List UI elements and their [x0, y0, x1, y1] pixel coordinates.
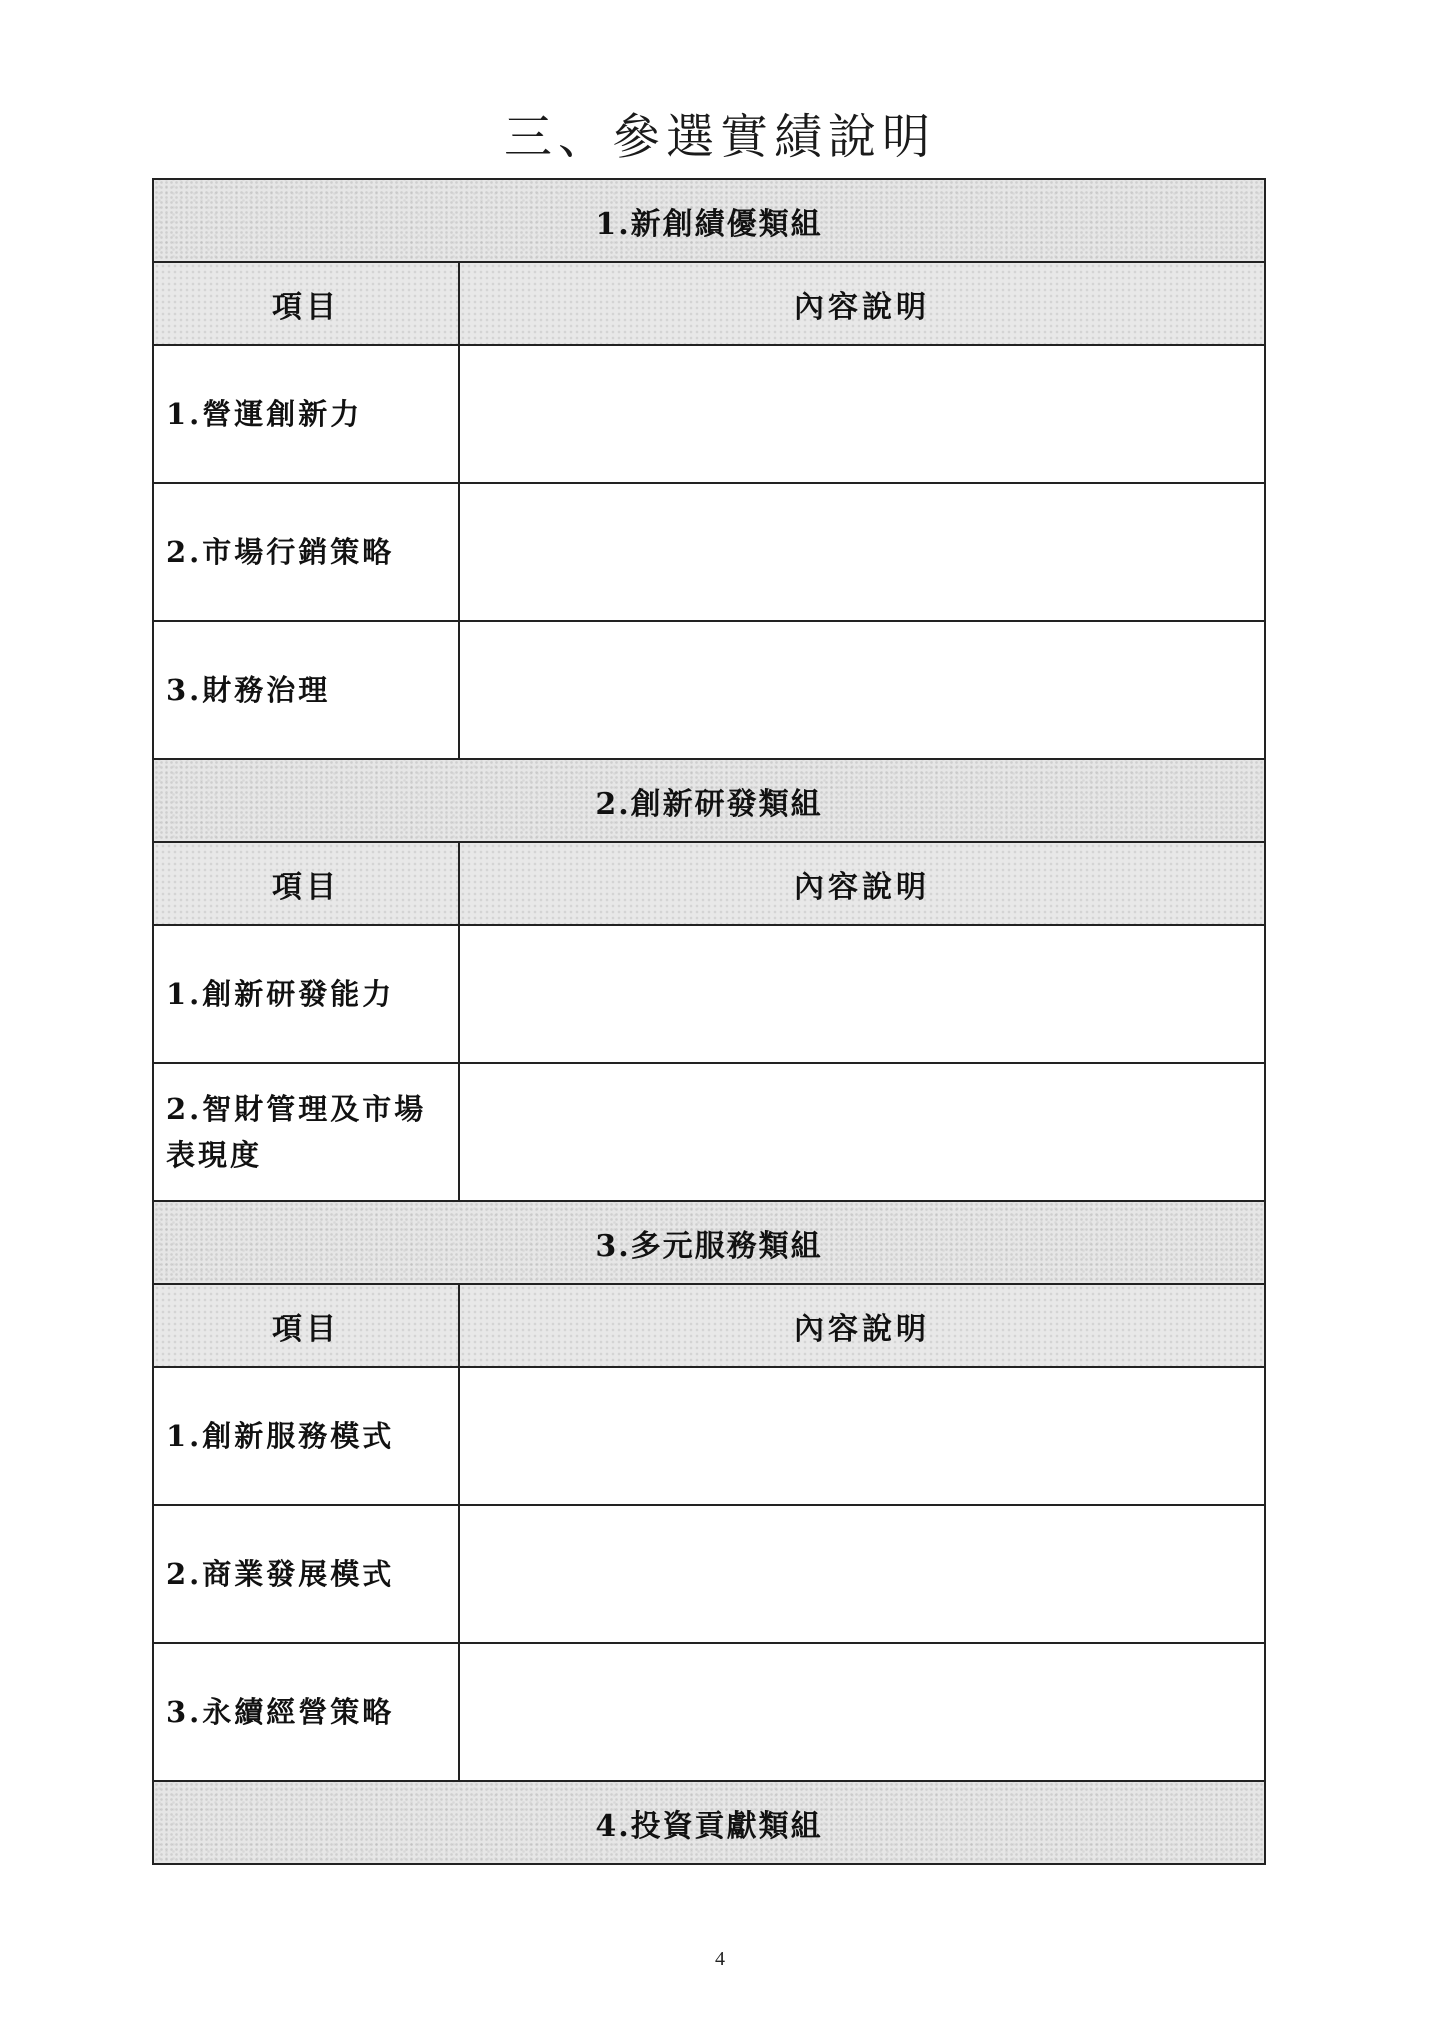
- table-row: [153, 1063, 1265, 1201]
- table-row: [153, 1643, 1265, 1781]
- item-label: 2.商業發展模式: [153, 1505, 459, 1643]
- item-column-header: 項目: [153, 262, 459, 345]
- item-label: 3.永續經營策略: [153, 1643, 459, 1781]
- item-label: 2.市場行銷策略: [153, 483, 459, 621]
- table-row: [153, 621, 1265, 759]
- content-column-header: 內容說明: [459, 1284, 1265, 1367]
- group-title: 1.新創績優類組: [153, 179, 1265, 262]
- content-cell[interactable]: [459, 483, 1265, 621]
- group-header-row: [153, 1201, 1265, 1284]
- item-label: 3.財務治理: [153, 621, 459, 759]
- item-label: 1.營運創新力: [153, 345, 459, 483]
- column-header-row: [153, 1284, 1265, 1367]
- content-cell[interactable]: [459, 1643, 1265, 1781]
- table-row: [153, 345, 1265, 483]
- item-column-header: 項目: [153, 842, 459, 925]
- table-row: [153, 1505, 1265, 1643]
- content-cell[interactable]: [459, 925, 1265, 1063]
- content-column-header: 內容說明: [459, 842, 1265, 925]
- table-row: [153, 483, 1265, 621]
- content-cell[interactable]: [459, 1367, 1265, 1505]
- item-label: 2.智財管理及市場表現度: [153, 1063, 459, 1201]
- column-header-row: [153, 262, 1265, 345]
- content-cell[interactable]: [459, 621, 1265, 759]
- column-header-row: [153, 842, 1265, 925]
- group-header-row: [153, 179, 1265, 262]
- page-number: 4: [715, 1948, 725, 1970]
- content-cell[interactable]: [459, 345, 1265, 483]
- content-cell[interactable]: [459, 1063, 1265, 1201]
- content-column-header: 內容說明: [459, 262, 1265, 345]
- item-label: 1.創新研發能力: [153, 925, 459, 1063]
- table-row: [153, 1367, 1265, 1505]
- achievement-form-table: [152, 178, 1266, 1865]
- group-title: 2.創新研發類組: [153, 759, 1265, 842]
- table-row: [153, 925, 1265, 1063]
- page-title: 三、參選實績說明: [503, 109, 936, 165]
- item-column-header: 項目: [153, 1284, 459, 1367]
- group-header-row: [153, 1781, 1265, 1864]
- group-title: 4.投資貢獻類組: [153, 1781, 1265, 1864]
- item-label: 1.創新服務模式: [153, 1367, 459, 1505]
- content-cell[interactable]: [459, 1505, 1265, 1643]
- group-header-row: [153, 759, 1265, 842]
- group-title: 3.多元服務類組: [153, 1201, 1265, 1284]
